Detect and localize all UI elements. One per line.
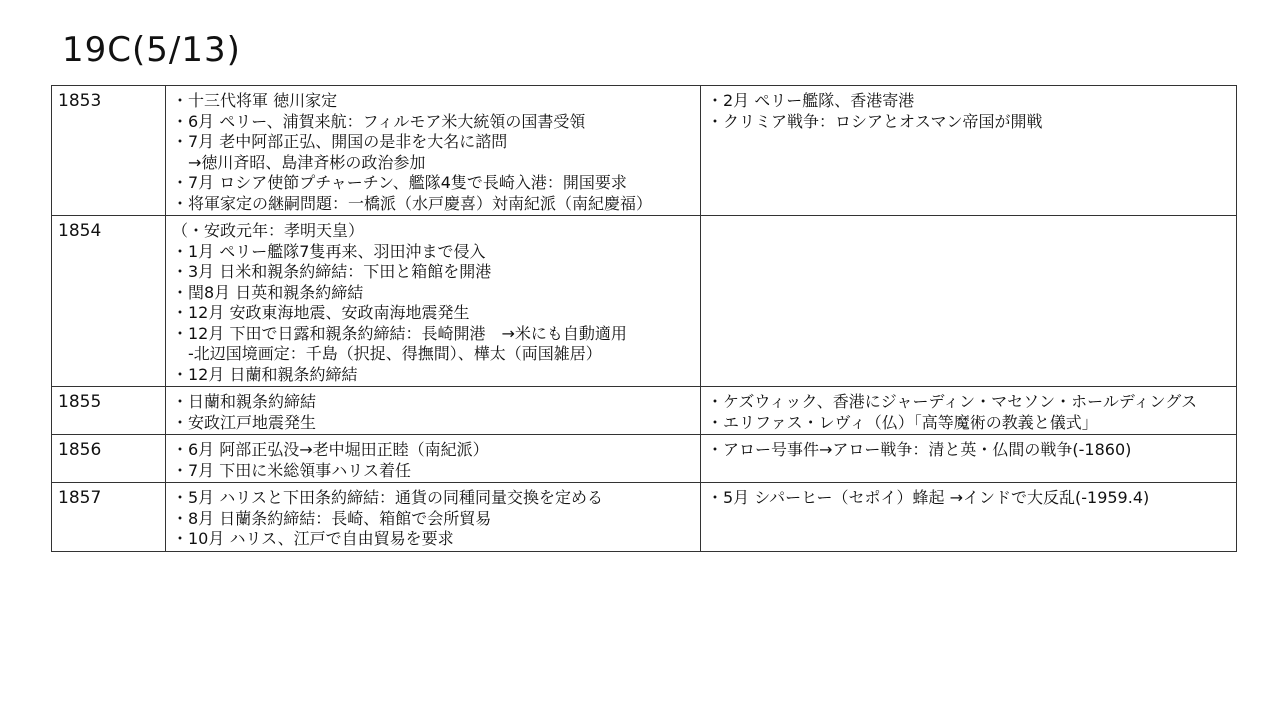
year-cell: 1856 xyxy=(52,435,166,483)
table-row xyxy=(52,483,1237,552)
timeline-body xyxy=(52,86,1237,552)
world-event-line: ・アロー号事件→アロー戦争：清と英・仏間の戦争(-1860) xyxy=(707,440,1132,459)
year-cell: 1855 xyxy=(52,387,166,435)
table-row xyxy=(52,216,1237,387)
japan-event-line: ・日蘭和親条約締結 xyxy=(172,392,317,411)
japan-event-line: ・閏8月 日英和親条約締結 xyxy=(172,282,364,302)
japan-event-line: -北辺国境画定：千島（択捉、得撫間）、樺太（両国雑居） xyxy=(172,344,602,363)
year-cell: 1853 xyxy=(52,86,166,216)
world-events-cell xyxy=(701,387,1237,435)
world-event-line: ・2月 ペリー艦隊、香港寄港 xyxy=(707,91,915,110)
japan-events-cell xyxy=(166,435,701,483)
world-events-cell xyxy=(701,216,1237,387)
year-cell: 1857 xyxy=(52,483,166,552)
world-event-line: ・ケズウィック、香港にジャーディン・マセソン・ホールディングス xyxy=(707,392,1198,411)
japan-event-line: ・将軍家定の継嗣問題：一橋派（水戸慶喜）対南紀派（南紀慶福） xyxy=(172,193,653,213)
japan-event-line: ・安政江戸地震発生 xyxy=(172,412,317,432)
table-row xyxy=(52,387,1237,435)
world-event-line: ・5月 シパーヒー（セポイ）蜂起 →インドで大反乱(-1959.4) xyxy=(707,488,1150,507)
world-events-cell xyxy=(701,483,1237,552)
year-cell: 1854 xyxy=(52,216,166,387)
japan-events-cell xyxy=(166,86,701,216)
world-event-line: ・クリミア戦争：ロシアとオスマン帝国が開戦 xyxy=(707,111,1043,131)
japan-event-line: ・12月 下田で日露和親条約締結：長崎開港 →米にも自動適用 xyxy=(172,323,627,343)
page-title: 19C(5/13) xyxy=(62,30,241,70)
japan-events-cell xyxy=(166,387,701,435)
japan-event-line: （・安政元年：孝明天皇） xyxy=(172,221,365,240)
japan-event-line: ・1月 ペリー艦隊7隻再来、羽田沖まで侵入 xyxy=(172,241,486,261)
table-row xyxy=(52,435,1237,483)
japan-events-cell xyxy=(166,483,701,552)
timeline-table xyxy=(51,85,1237,552)
japan-event-line: ・12月 安政東海地震、安政南海地震発生 xyxy=(172,303,470,322)
japan-event-line: ・6月 ペリー、浦賀来航：フィルモア米大統領の国書受領 xyxy=(172,111,586,131)
japan-event-line: ・8月 日蘭条約締結：長崎、箱館で会所貿易 xyxy=(172,508,492,528)
japan-event-line: ・7月 老中阿部正弘、開国の是非を大名に諮問 xyxy=(172,132,508,151)
japan-event-line: ・7月 ロシア使節プチャーチン、艦隊4隻で長崎入港：開国要求 xyxy=(172,173,627,192)
japan-event-line: ・3月 日米和親条約締結：下田と箱館を開港 xyxy=(172,262,492,281)
japan-events-cell xyxy=(166,216,701,387)
japan-event-line: ・12月 日蘭和親条約締結 xyxy=(172,364,358,384)
japan-event-line: ・7月 下田に米総領事ハリス着任 xyxy=(172,460,411,480)
japan-event-line: ・6月 阿部正弘没→老中堀田正睦（南紀派） xyxy=(172,440,489,459)
japan-event-line: ・10月 ハリス、江戸で自由貿易を要求 xyxy=(172,529,454,548)
world-events-cell xyxy=(701,86,1237,216)
japan-event-line: ・十三代将軍 徳川家定 xyxy=(172,91,338,110)
japan-event-line: ・5月 ハリスと下田条約締結：通貨の同種同量交換を定める xyxy=(172,488,603,507)
world-event-line: ・エリファス・レヴィ（仏）「高等魔術の教義と儀式」 xyxy=(707,412,1098,432)
japan-event-line: →徳川斉昭、島津斉彬の政治参加 xyxy=(172,152,426,172)
world-events-cell xyxy=(701,435,1237,483)
table-row xyxy=(52,86,1237,216)
